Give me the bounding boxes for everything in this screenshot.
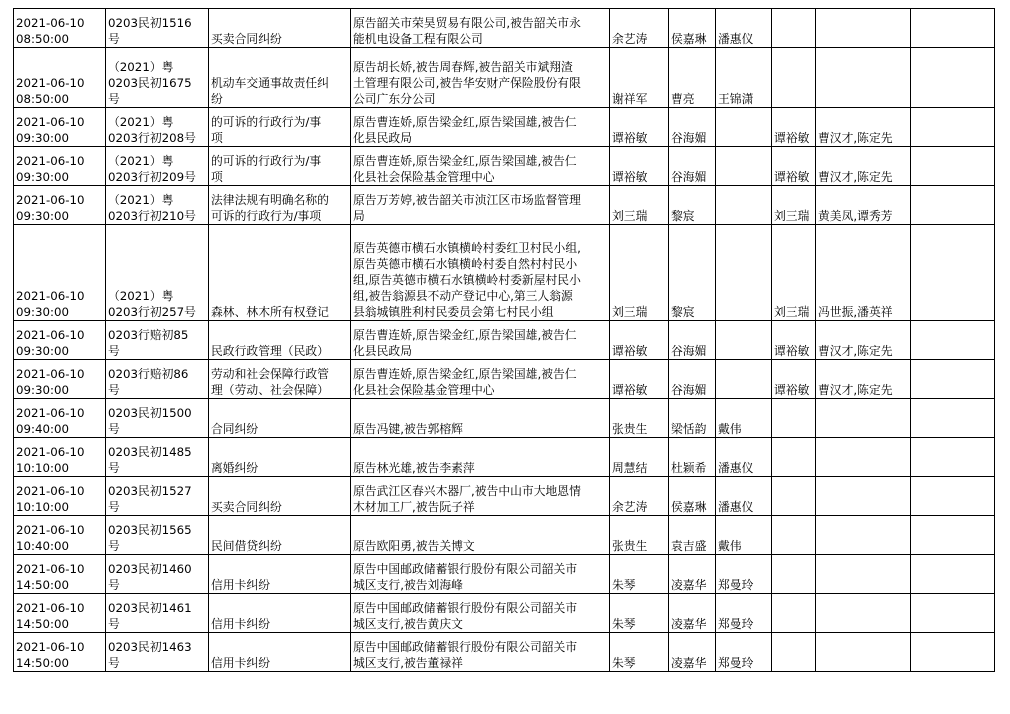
hearing-time-cell: 2021-06-10 09:40:00	[14, 399, 106, 438]
remark-cell	[911, 147, 995, 186]
clerk-cell	[716, 225, 772, 321]
case-number-cell: 0203行赔初85 号	[106, 321, 209, 360]
table-row	[14, 594, 995, 633]
table-body	[14, 9, 995, 672]
parties-cell: 原告英德市横石水镇横岭村委红卫村民小组, 原告英德市横石水镇横岭村委自然村村民小 组,原告英德市横石水镇横岭村委新屋村民小 组,被告翁源县不动产登记中心,第三人翁源 县翁城镇胜利村民委员会第七村民小组	[351, 225, 610, 321]
remark-cell	[911, 555, 995, 594]
presiding-judge-cell	[772, 555, 816, 594]
table-row	[14, 360, 995, 399]
table-row	[14, 186, 995, 225]
remark-cell	[911, 9, 995, 48]
panel-members-cell	[816, 516, 911, 555]
hearing-time-cell: 2021-06-10 10:10:00	[14, 438, 106, 477]
hearing-time-cell: 2021-06-10 09:30:00	[14, 225, 106, 321]
case-number-cell: 0203民初1463 号	[106, 633, 209, 672]
panel-members-cell: 冯世振,潘英祥	[816, 225, 911, 321]
juror-cell: 谷海媚	[669, 321, 716, 360]
table-row	[14, 108, 995, 147]
remark-cell	[911, 594, 995, 633]
presiding-judge-cell: 刘三瑞	[772, 225, 816, 321]
presiding-judge-cell	[772, 633, 816, 672]
juror-cell: 凌嘉华	[669, 633, 716, 672]
clerk-cell	[716, 108, 772, 147]
hearing-time-cell: 2021-06-10 14:50:00	[14, 594, 106, 633]
remark-cell	[911, 321, 995, 360]
hearing-time-cell: 2021-06-10 08:50:00	[14, 9, 106, 48]
remark-cell	[911, 360, 995, 399]
hearing-time-cell: 2021-06-10 14:50:00	[14, 555, 106, 594]
remark-cell	[911, 399, 995, 438]
table-row	[14, 633, 995, 672]
juror-cell: 黎宸	[669, 225, 716, 321]
clerk-cell: 郑曼玲	[716, 594, 772, 633]
case-number-cell: （2021）粤 0203民初1675 号	[106, 48, 209, 108]
parties-cell: 原告中国邮政储蓄银行股份有限公司韶关市 城区支行,被告刘海峰	[351, 555, 610, 594]
juror-cell: 谷海媚	[669, 147, 716, 186]
judge-cell: 余艺涛	[610, 9, 669, 48]
remark-cell	[911, 225, 995, 321]
presiding-judge-cell	[772, 477, 816, 516]
clerk-cell: 郑曼玲	[716, 633, 772, 672]
judge-cell: 谢祥军	[610, 48, 669, 108]
clerk-cell: 王锦潇	[716, 48, 772, 108]
parties-cell: 原告欧阳勇,被告关博文	[351, 516, 610, 555]
cause-cell: 信用卡纠纷	[209, 594, 351, 633]
hearing-time-cell: 2021-06-10 09:30:00	[14, 360, 106, 399]
remark-cell	[911, 633, 995, 672]
hearing-time-cell: 2021-06-10 09:30:00	[14, 108, 106, 147]
case-number-cell: 0203民初1500 号	[106, 399, 209, 438]
parties-cell: 原告曹连娇,原告梁金红,原告梁国雄,被告仁 化县社会保险基金管理中心	[351, 360, 610, 399]
table-row	[14, 438, 995, 477]
case-number-cell: 0203民初1565 号	[106, 516, 209, 555]
juror-cell: 侯嘉琳	[669, 9, 716, 48]
parties-cell: 原告中国邮政储蓄银行股份有限公司韶关市 城区支行,被告黄庆文	[351, 594, 610, 633]
judge-cell: 余艺涛	[610, 477, 669, 516]
cause-cell: 民政行政管理（民政）	[209, 321, 351, 360]
presiding-judge-cell: 谭裕敏	[772, 108, 816, 147]
juror-cell: 谷海媚	[669, 360, 716, 399]
parties-cell: 原告冯键,被告郭榕辉	[351, 399, 610, 438]
panel-members-cell	[816, 594, 911, 633]
judge-cell: 谭裕敏	[610, 147, 669, 186]
cause-cell: 法律法规有明确名称的 可诉的行政行为/事项	[209, 186, 351, 225]
parties-cell: 原告韶关市荣昊贸易有限公司,被告韶关市永 能机电设备工程有限公司	[351, 9, 610, 48]
juror-cell: 梁恬韵	[669, 399, 716, 438]
cause-cell: 离婚纠纷	[209, 438, 351, 477]
presiding-judge-cell	[772, 438, 816, 477]
case-number-cell: （2021）粤 0203行初257号	[106, 225, 209, 321]
parties-cell: 原告中国邮政储蓄银行股份有限公司韶关市 城区支行,被告董禄祥	[351, 633, 610, 672]
panel-members-cell	[816, 633, 911, 672]
cause-cell: 信用卡纠纷	[209, 633, 351, 672]
panel-members-cell: 曹汉才,陈定先	[816, 360, 911, 399]
clerk-cell	[716, 147, 772, 186]
juror-cell: 侯嘉琳	[669, 477, 716, 516]
parties-cell: 原告曹连娇,原告梁金红,原告梁国雄,被告仁 化县民政局	[351, 321, 610, 360]
hearing-time-cell: 2021-06-10 14:50:00	[14, 633, 106, 672]
presiding-judge-cell	[772, 594, 816, 633]
table-row	[14, 321, 995, 360]
clerk-cell	[716, 360, 772, 399]
cause-cell: 民间借贷纠纷	[209, 516, 351, 555]
presiding-judge-cell: 谭裕敏	[772, 360, 816, 399]
juror-cell: 曹亮	[669, 48, 716, 108]
cause-cell: 的可诉的行政行为/事 项	[209, 108, 351, 147]
clerk-cell	[716, 321, 772, 360]
remark-cell	[911, 186, 995, 225]
case-number-cell: （2021）粤 0203行初209号	[106, 147, 209, 186]
remark-cell	[911, 48, 995, 108]
judge-cell: 谭裕敏	[610, 360, 669, 399]
table-row	[14, 399, 995, 438]
table-row	[14, 9, 995, 48]
panel-members-cell	[816, 399, 911, 438]
case-number-cell: 0203民初1527 号	[106, 477, 209, 516]
parties-cell: 原告曹连娇,原告梁金红,原告梁国雄,被告仁 化县民政局	[351, 108, 610, 147]
presiding-judge-cell: 谭裕敏	[772, 147, 816, 186]
hearing-time-cell: 2021-06-10 09:30:00	[14, 321, 106, 360]
judge-cell: 朱琴	[610, 555, 669, 594]
judge-cell: 张贵生	[610, 399, 669, 438]
case-number-cell: 0203民初1485 号	[106, 438, 209, 477]
panel-members-cell: 曹汉才,陈定先	[816, 321, 911, 360]
parties-cell: 原告胡长娇,被告周春辉,被告韶关市斌翔渣 土管理有限公司,被告华安财产保险股份有限 公司广东分公司	[351, 48, 610, 108]
presiding-judge-cell	[772, 9, 816, 48]
clerk-cell: 戴伟	[716, 516, 772, 555]
judge-cell: 谭裕敏	[610, 321, 669, 360]
judge-cell: 周慧结	[610, 438, 669, 477]
remark-cell	[911, 477, 995, 516]
panel-members-cell	[816, 438, 911, 477]
parties-cell: 原告曹连娇,原告梁金红,原告梁国雄,被告仁 化县社会保险基金管理中心	[351, 147, 610, 186]
case-number-cell: 0203民初1460 号	[106, 555, 209, 594]
presiding-judge-cell: 谭裕敏	[772, 321, 816, 360]
hearing-time-cell: 2021-06-10 09:30:00	[14, 186, 106, 225]
juror-cell: 凌嘉华	[669, 555, 716, 594]
judge-cell: 张贵生	[610, 516, 669, 555]
clerk-cell: 潘惠仪	[716, 438, 772, 477]
case-number-cell: 0203行赔初86 号	[106, 360, 209, 399]
cause-cell: 买卖合同纠纷	[209, 9, 351, 48]
panel-members-cell	[816, 9, 911, 48]
cause-cell: 买卖合同纠纷	[209, 477, 351, 516]
parties-cell: 原告万芳婷,被告韶关市浈江区市场监督管理 局	[351, 186, 610, 225]
juror-cell: 杜颖希	[669, 438, 716, 477]
case-number-cell: （2021）粤 0203行初208号	[106, 108, 209, 147]
cause-cell: 劳动和社会保障行政管 理（劳动、社会保障）	[209, 360, 351, 399]
cause-cell: 合同纠纷	[209, 399, 351, 438]
panel-members-cell	[816, 555, 911, 594]
cause-cell: 的可诉的行政行为/事 项	[209, 147, 351, 186]
hearing-time-cell: 2021-06-10 10:40:00	[14, 516, 106, 555]
case-number-cell: 0203民初1516 号	[106, 9, 209, 48]
panel-members-cell: 黄美凤,谭秀芳	[816, 186, 911, 225]
table-row	[14, 477, 995, 516]
presiding-judge-cell	[772, 48, 816, 108]
juror-cell: 谷海媚	[669, 108, 716, 147]
remark-cell	[911, 516, 995, 555]
cause-cell: 信用卡纠纷	[209, 555, 351, 594]
clerk-cell: 郑曼玲	[716, 555, 772, 594]
judge-cell: 刘三瑞	[610, 225, 669, 321]
juror-cell: 凌嘉华	[669, 594, 716, 633]
table-row	[14, 225, 995, 321]
case-number-cell: （2021）粤 0203行初210号	[106, 186, 209, 225]
table-row	[14, 48, 995, 108]
panel-members-cell: 曹汉才,陈定先	[816, 147, 911, 186]
cause-cell: 森林、林木所有权登记	[209, 225, 351, 321]
presiding-judge-cell	[772, 399, 816, 438]
case-number-cell: 0203民初1461 号	[106, 594, 209, 633]
judge-cell: 刘三瑞	[610, 186, 669, 225]
remark-cell	[911, 438, 995, 477]
clerk-cell: 潘惠仪	[716, 9, 772, 48]
presiding-judge-cell: 刘三瑞	[772, 186, 816, 225]
remark-cell	[911, 108, 995, 147]
juror-cell: 袁吉盛	[669, 516, 716, 555]
hearing-time-cell: 2021-06-10 09:30:00	[14, 147, 106, 186]
table-row	[14, 147, 995, 186]
cause-cell: 机动车交通事故责任纠 纷	[209, 48, 351, 108]
parties-cell: 原告林光雄,被告李素萍	[351, 438, 610, 477]
table-row	[14, 516, 995, 555]
presiding-judge-cell	[772, 516, 816, 555]
clerk-cell: 潘惠仪	[716, 477, 772, 516]
table-row	[14, 555, 995, 594]
judge-cell: 谭裕敏	[610, 108, 669, 147]
hearing-schedule-table	[13, 8, 995, 672]
juror-cell: 黎宸	[669, 186, 716, 225]
hearing-time-cell: 2021-06-10 10:10:00	[14, 477, 106, 516]
judge-cell: 朱琴	[610, 594, 669, 633]
parties-cell: 原告武江区春兴木器厂,被告中山市大地恩情 木材加工厂,被告阮子祥	[351, 477, 610, 516]
panel-members-cell	[816, 477, 911, 516]
panel-members-cell	[816, 48, 911, 108]
judge-cell: 朱琴	[610, 633, 669, 672]
hearing-time-cell: 2021-06-10 08:50:00	[14, 48, 106, 108]
clerk-cell: 戴伟	[716, 399, 772, 438]
panel-members-cell: 曹汉才,陈定先	[816, 108, 911, 147]
clerk-cell	[716, 186, 772, 225]
